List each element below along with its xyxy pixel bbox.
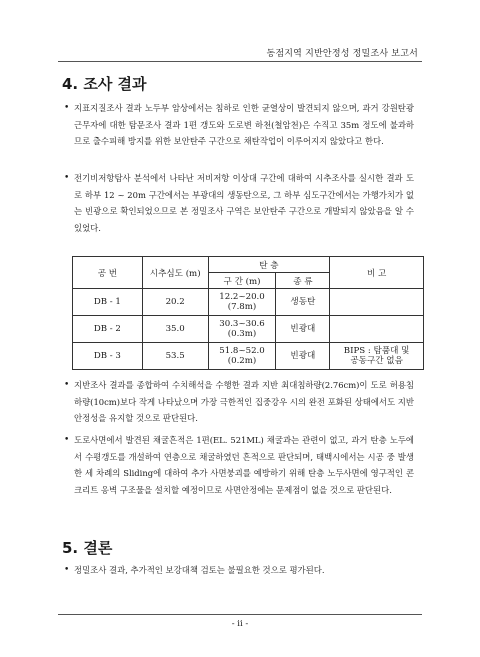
cell-depth: 53.5 [142,343,208,370]
cell-hole: DB - 2 [73,316,143,343]
cell-remarks [330,316,424,343]
col-header-hole: 공 번 [73,257,143,289]
paragraph-5-text: 정밀조사 결과, 추가적인 보강대책 검토는 불필요한 것으로 평가된다. [74,565,325,575]
paragraph-4-text: 도로사면에서 발견된 채굴흔적은 1편(EL. 521ML) 채굴과는 관련이 없고, 과거 탄층 노두에서 수평갱도를 개설하여 연층으로 채굴하였던 흔적으로 판단되며, 태백시에서는 시공 중 발생한 세 차례의 Sliding에 대하여 추가 사면붕괴를 예방하기 위해 탄층 노두사면에 영구적인 콘크리트 옹벽 구조물을 설치할 예정이므로 사면안정에는 문제점이 없을 것으로 판단된다. [74,435,414,495]
paragraph-2 [64,170,414,236]
cell-interval: 51.8~52.0 (0.2m) [208,343,276,370]
paragraph-1-text: 지표지질조사 결과 노두부 암상에서는 침하로 인한 균열상이 발견되지 않으며, 과거 강원탄광 근무자에 대한 탐문조사 결과 1편 갱도와 도로변 하천(철암천)은 수직고 35m 정도에 불과하므로 출수피해 방지를 위한 보안탄주 구간으로 채탄작업이 이루어지지 않았다고 한다. [74,103,414,146]
bullet-marker: • [64,173,70,183]
header-title: 동점지역 지반안정성 정밀조사 보고서 [266,49,418,59]
cell-hole: DB - 1 [73,289,143,316]
col-header-interval: 구 간 (m) [208,273,276,289]
table-row [73,289,424,316]
paragraph-4 [64,432,414,498]
paragraph-3 [64,377,414,427]
paragraph-3-text: 지반조사 결과를 종합하여 수치해석을 수행한 결과 지반 최대침하량(2.76cm)이 도로 허용침하량(10cm)보다 작게 나타났으며 가장 극한적인 집중강우 시의 완전 포화된 상태에서도 지반안정성을 유지할 것으로 판단된다. [74,380,414,423]
col-header-depth: 시추심도 (m) [142,257,208,289]
table-header-row [73,257,424,273]
cell-interval: 30.3~30.6 (0.3m) [208,316,276,343]
col-header-coal-layer: 탄 층 [208,257,330,273]
cell-hole: DB - 3 [73,343,143,370]
cell-kind: 빈광대 [276,343,330,370]
footer-rule [58,614,422,615]
cell-remarks [330,289,424,316]
bullet-marker: • [64,565,70,575]
paragraph-2-text: 전기비저항탐사 분석에서 나타난 저비저항 이상대 구간에 대하여 시추조사를 실시한 결과 도로 하부 12 ~ 20m 구간에서는 부광대의 생동탄으로, 그 하부 심도구간에서는 가행가치가 없는 빈광으로 확인되었으므로 본 정밀조사 구역은 보안탄주 구간으로 개발되지 않았음을 알 수 있었다. [74,173,414,233]
bullet-marker: • [64,435,70,445]
section-5-title: 5. 결론 [62,539,113,557]
cell-kind: 생동탄 [276,289,330,316]
section-4-title: 4. 조사 결과 [62,75,147,93]
paragraph-1 [64,100,414,150]
cell-depth: 20.2 [142,289,208,316]
borehole-table [72,256,424,370]
cell-kind: 빈광대 [276,316,330,343]
header-rule [58,61,422,62]
cell-remarks: BIPS : 탐품대 및 공동구간 없음 [330,343,424,370]
col-header-remarks: 비 고 [330,257,424,289]
paragraph-5 [64,562,414,579]
page-number: - ii - [231,619,249,629]
col-header-kind: 종 류 [276,273,330,289]
table-row [73,343,424,370]
table-row [73,316,424,343]
cell-depth: 35.0 [142,316,208,343]
bullet-marker: • [64,103,70,113]
bullet-marker: • [64,380,70,390]
cell-interval: 12.2~20.0 (7.8m) [208,289,276,316]
